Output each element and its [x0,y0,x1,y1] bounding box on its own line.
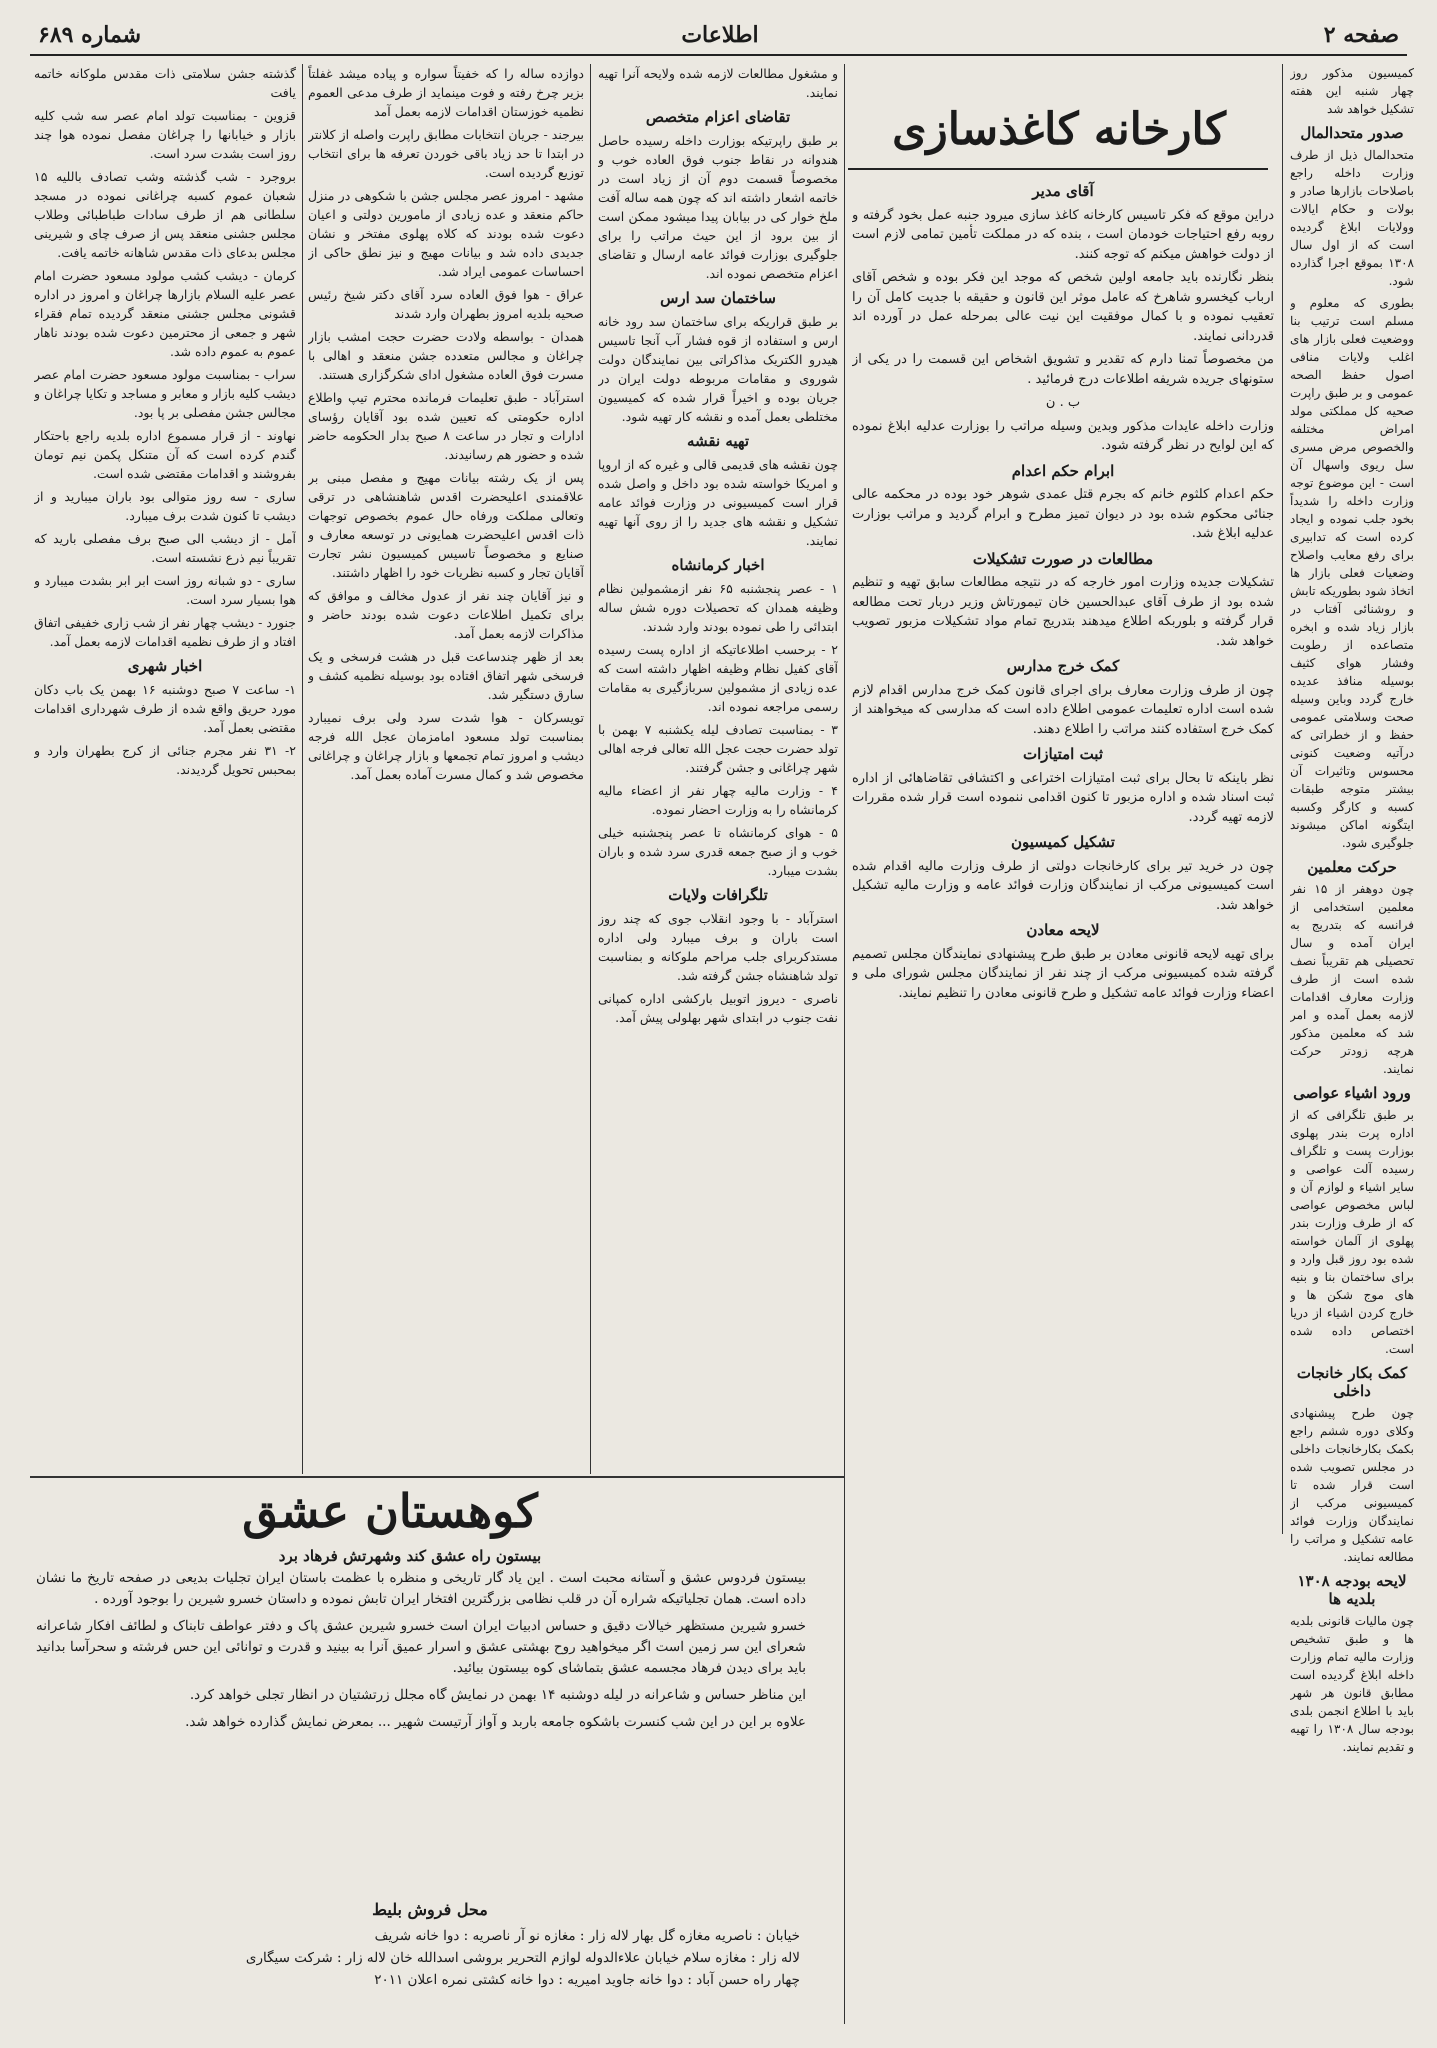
article-text: ۵ - هوای کرمانشاه تا عصر پنجشنبه خیلی خوب و از صبح جمعه قدری سرد شده و باران بشدت میبارد. [598,825,838,878]
column-left [34,64,296,1464]
ticket-line: چهار راه حسن آباد : دوا خانه جاوید امیریه : دوا خانه کشتی نمره اعلان ۲۰۱۱ [374,1972,800,1988]
ticket-sales-title: محل فروش بلیط [372,1900,488,1919]
headline: کمک بکار خانجات داخلی [1296,1364,1408,1400]
article-text: بر طبق قراریکه برای ساختمان سد رود خانه ارس و استفاده از قوه فشار آب آنجا تاسیس هیدرو الکتریک مذاکراتی بین نمایندگان دولت شوروی و مقامات مربوطه دولت ایران در جریان بوده و اخیراً قرار شده که کمیسیون مختلطی بعمل آمده و نقشه کار تهیه شود. [598,314,838,424]
article-text: آمل - از دیشب الی صبح برف مفصلی بارید که تقریباً نیم ذرع نشسته است. [34,531,296,565]
article-text: متحدالمال ذیل از طرف وزارت داخله راجع باصلاحات بازارها صادر و بولات و حکام ایالات وولایات ابلاغ گردیده است که از اول سال ۱۳۰۸ بموقع اجرا گذارده شود. [1290,148,1414,288]
article-text: پس از یک رشته بیانات مهیج و مفصل مبنی بر علاقمندی اعلیحضرت اقدس شاهنشاهی در ترقی وتعالی مملکت ورفاه حال عموم بخصوص توجهات ذات اقدس اعلیحضرت همایونی در توسعه معارف و صنایع و مخصوصاً تاسیس کمیسیون نشر تجارت آقایان تجار و کسبه نظریات خود را اظهار داشتند. [308,470,584,580]
headline: اخبار شهری [127,657,203,675]
article-text: کرمان - دیشب کشب مولود مسعود حضرت امام عصر علیه السلام بازارها چراغان و امروز در اداره قشونی مجلس جشنی منعقد گردیده تمام فقراء شهر و جمعی از محترمین دعوت شده بودند ناهار عموم به عموم داده شد. [34,268,296,359]
headline: صدور متحدالمال [1300,124,1404,142]
column-right [1290,64,1414,2014]
article-text: ۴ - وزارت مالیه چهار نفر از اعضاء مالیه کرمانشاه را به وزارت احضار نموده. [598,783,838,817]
article-text: برای تهیه لایحه قانونی معادن بر طبق طرح پیشنهادی نمایندگان مجلس تصمیم گرفته شده کمیسیونی مرکب از چند نفر از نمایندگان مجلس شورای ملی و اعضاء وزارت فوائد عامه تشکیل و طرح قانونی معادن را تنظیم نمایند. [852,946,1274,1001]
ticket-line: لاله زار : مغازه سلام خیابان علاءالدوله لوازم التحریر بروشی اسدالله خان لاله زار : شرکت سیگاری [245,1950,800,1966]
article-text: خسرو شیرین مستظهر خیالات دقیق و حساس ادبیات ایران است خسرو شیرین عشق پاک و دفتر عواطف تابناک و لطائف افکار شاعرانه شعرای این سر زمین است اگر میخواهید روح بهشتی عشق و اسرار عمیق آنرا به بینید و قدرت و توانائی این حس فرشته و سحرآسا بدانید باید برای دیدن فرهاد مجسمه عشق بتماشای کوه بیستون بیائید. [36,1618,806,1676]
article-text: چون طرح پیشنهادی وکلای دوره ششم راجع بکمک بکارخانجات داخلی در مجلس تصویب شده است قرار شده تا کمیسیونی مرکب از نمایندگان وزارت فوائد عامه تشکیل و مراتب را مطالعه نمایند. [1290,1406,1414,1564]
headline: مطالعات در صورت تشکیلات [972,549,1154,568]
header-rule [30,54,1407,56]
article-text: وزارت داخله عایدات مذکور وبدین وسیله مراتب را بوزارت عدلیه ابلاغ نموده که این لوایح در نظر گرفته شود. [852,418,1274,453]
headline: تلگرافات ولایات [668,886,768,904]
column-second [308,64,584,1464]
article-text: ۳ - بمناسبت تصادف لیله یکشنبه ۷ بهمن با تولد حضرت حجت عجل الله تعالی فرجه اهالی شهر چراغانی و جشن گرفتند. [598,722,838,775]
headline: اخبار کرمانشاه [671,556,765,574]
kuhestan-article [36,1568,806,1733]
column-rule [302,64,303,1474]
headline: ابرام حکم اعدام [1011,461,1115,480]
article-text: بر طبق تلگرافی که از اداره پرت بندر پهلوی بوزارت پست و تلگراف رسیده آلت عواصی و سایر اشیاء و لوازم آن و لباس مخصوص عواصی که از طرف وزارت بندر پهلوی از آلمان خواسته شده بود روز قبل وارد و برای ساختمان بنا و بنیه های موج شکن ها و خارج کردن اشیاء از دریا اختصاص داده شده است. [1290,1108,1414,1356]
page-number: صفحه ۲ [1323,22,1399,48]
article-text: عراق - هوا فوق العاده سرد آقای دکتر شیخ رئیس صحیه بلدیه امروز بطهران وارد شدند [308,287,584,321]
article-text: ساری - دو شبانه روز است ابر ابر بشدت میبارد و هوا بسیار سرد است. [34,573,296,607]
issue-number: شماره ۶۸۹ [38,22,142,48]
article-text: مشهد - امروز عصر مجلس جشن با شکوهی در منزل حاکم منعقد و عده زیادی از مامورین دولتی و اعیان دعوت شده بودند که کلاه پهلوی مفتخر و نشان جدیدی داده شد و بیانات مهیج و نیز نطق حاکی از احساسات عمومی ایراد شد. [308,188,584,279]
signature: ب . ن [1045,395,1081,410]
article-text: بروجرد - شب گذشته وشب تصادف باللیه ۱۵ شعبان عموم کسبه چراغانی نموده در مسجد سلطانی هم از طرف سادات طباطبائی وطلاب مجلس جشنی منعقد پس از صرف چای و شیرینی مجلس بدعای ذات مقدس شاهانه خاتمه یافت. [34,169,296,260]
article-text: نهاوند - از قرار مسموع اداره بلدیه راجع باحتکار گندم کرده است که آن متنکل پکمن نیم تومان بفروشند و اقدامات مقتضی شده است. [34,428,296,481]
banner-rule [848,168,1268,170]
article-text: ۲ - برحسب اطلاعاتیکه از اداره پست رسیده آقای کفیل نظام وظیفه اظهار داشته است که عده زیادی از مشمولین سربازگیری به مقامات رسمی مراجعه نموده اند. [598,642,838,714]
article-text: دوازده ساله را که خفیتاً سواره و پیاده میشد غفلتاً بزیر چرخ رفته و فوت مینماید از طرف مدعی العموم نظمیه خوزستان اقدامات لازمه بعمل آمد [308,66,584,119]
article-text: چون از طرف وزارت معارف برای اجرای قانون کمک خرج مدارس اقدام لازم شده است اداره تعلیمات عمومی اطلاع داده است که مدارسی که میخواهند از کمک خرج استفاده کنند مراتب را اطلاع دهند. [852,682,1274,737]
article-text: بر طبق راپرتیکه بوزارت داخله رسیده حاصل هندوانه در نقاط جنوب فوق العاده خوب و مخصوصاً قسمت دوم آن از زیاد است در خاتمه اشعار داشته اند که چون همه ساله آفت ملخ خوار کی در بیابان پیدا میشود ممکن است از بین برود از این حیث مراتب را برای جلوگیری بوزارت فوائد عامه ارسال و تقاضای اعزام متخصص نموده اند. [598,133,838,281]
factory-banner: کارخانه کاغذسازی [892,104,1226,155]
headline: ثبت امتیازات [1022,745,1103,763]
article-text: بیرجند - جریان انتخابات مطابق راپرت واصله از کلانتر در ابتدا تا حد زیاد باقی خوردن تعرفه ها برای انتخاب توزیع گردیده است. [308,127,584,180]
column-factory [852,176,1274,2016]
article-text: کمیسیون مذکور روز چهار شنبه این هفته تشکیل خواهد شد [1290,66,1414,116]
article-text: بطوری که معلوم و مسلم است ترتیب بنا ووضعیت فعلی بازار های اغلب ولایات منافی اصول حفظ الصحه عمومی و بر طبق راپرت صحیه کل مملکتی مولد امراض مختلفه والخصوص مرض مسری سل ریوی واسهال آن است - این موضوع توجه وزارت داخله را شدیداً بخود جلب نموده و ایجاد کرده است که تدابیری برای رفع معایب واصلاح وضعیات فعلی بازار ها اتخاذ شود بطوریکه تابش و روشنائی آفتاب در بازار زیاد شده و ابخره متصاعده از رطوبت وفشار هوای کثیف بوسیله منافذ عدیده خارج گردد وباین وسیله صحت وسلامتی عمومی حفظ و از خطراتی که درآتیه وضعیت کنونی محسوس وتاثیرات آن بیشتر متوجه طبقات کسبه و کارگر وکسبه ایتگونه اماکن میشوند جلوگیری شود. [1290,296,1414,850]
article-text: چون در خرید تیر برای کارخانجات دولتی از طرف وزارت مالیه اقدام شده است کمیسیونی مرکب از نمایندگان وزارت فوائد عامه و وزارت مالیه تشکیل خواهد شد. [852,858,1274,913]
article-text: دراین موقع که فکر تاسیس کارخانه کاغذ سازی میرود جنبه عمل بخود گرفته و روبه رفع احتیاجات خودمان است ، بنده که در مملکت تأمین تمامی لازم است از دولت خواهش میکنم که توجه کنند. [852,207,1274,262]
headline: حرکت معلمین [1307,858,1397,876]
article-text: چون مالیات قانونی بلدیه ها و طبق تشخیص وزارت مالیه تمام وزارت داخله ابلاغ گردیده است مطابق قانون هر شهر باید با اطلاع انجمن بلدی بودجه سال ۱۳۰۸ را تهیه و تقدیم نمایند. [1290,1614,1414,1754]
article-text: استرآباد - طبق تعلیمات فرمانده محترم تیپ واطلاع اداره حکومتی که تعیین شده بود آقایان رؤسای ادارات و تجار در ساعت ۸ صبح بدار الحکومه حاضر شده و حضور هم رسانیدند. [308,390,584,462]
headline: لایحه معادن [1026,921,1100,939]
article-text: جنورد - دیشب چهار نفر از شب زاری خفیفی اتفاق افتاد و از طرف نظمیه اقدامات لازمه بعمل آمد. [34,615,296,649]
article-text: من مخصوصاً تمنا دارم که تقدیر و تشویق اشخاص این قسمت را در یکی از ستونهای جریده شریفه اطلاعات درج فرمائید . [852,352,1274,387]
headline: تهیه نقشه [686,432,750,450]
kuhestan-subtitle: بیستون راه عشق کند وشهرتش فرهاد برد [278,1547,542,1565]
ticket-line: خیابان : ناصریه مغازه گل بهار لاله زار : مغازه نو آر ناصریه : دوا خانه شریف [374,1928,800,1944]
article-text: همدان - بواسطه ولادت حضرت حجت امشب بازار چراغان و مجالس متعدده جشن منعقد و اهالی با مسرت فوق العاده مشغول ادای شکرگزاری هستند. [308,329,584,382]
column-rule [844,64,845,2024]
article-text: بنظر نگارنده باید جامعه اولین شخص که موجد این فکر بوده و شخص آقای ارباب کیخسرو شاهرخ که عامل موثر این قانون و حقیقه با جدیت کامل آن را تعقیب نموده و با کمال موفقیت این نیت عالی بمرحله عمل در آورده اند قدردانی نمایند. [852,270,1274,344]
article-text: بعد از ظهر چندساعت قبل در هشت فرسخی و یک فرسخی شهر اتفاق افتاده بود بوسیله نظمیه کشف و سارق دستگیر شد. [308,649,584,702]
kuhestan-title: کوهستان عشق [242,1484,538,1538]
headline: ساختمان سد ارس [660,289,776,307]
article-text: چون نقشه های قدیمی قالی و غیره که از اروپا و امریکا خواسته شده بود داخل و واصل شده قرار است کمیسیونی در وزارت فوائد عامه تشکیل و نقشه های جدید را از روی آنها تهیه نمایند. [598,457,838,548]
article-text: ۲- ۳۱ نفر مجرم جنائی از کرج بطهران وارد و بمحبس تحویل گردیدند. [34,743,296,777]
article-text: و مشغول مطالعات لازمه شده ولایحه آنرا تهیه نمایند. [598,66,838,100]
headline: لایحه بودجه ۱۳۰۸ بلدیه ها [1297,1572,1407,1608]
article-text: ۱- ساعت ۷ صبح دوشنبه ۱۶ بهمن یک باب دکان مورد حریق واقع شده از طرف شهرداری اقدامات مقتضی بعمل آمد. [34,682,296,735]
paper-name: اطلاعات [681,22,759,48]
article-text: سراب - بمناسبت مولود مسعود حضرت امام عصر دیشب کلیه بازار و معابر و مساجد و تکایا چراغان و مجالس جشن مفصلی بر پا بود. [34,367,296,420]
ticket-sales-list [40,1925,800,1991]
article-text: ۱ - عصر پنجشنبه ۶۵ نفر ازمشمولین نظام وظیفه همدان که تحصیلات دوره شش ساله ابتدائی را طی نموده بودند وارد شدند. [598,581,838,634]
article-text: استرآباد - با وجود انقلاب جوی که چند روز است باران و برف میبارد ولی اداره مستدکربرای جلب مراحم ملوکانه و بمناسبت تولد شاهنشاه جشن گرفته شد. [598,911,838,983]
headline: تشکیل کمیسیون [1011,833,1115,851]
article-text: این مناظر حساس و شاعرانه در لیله دوشنبه ۱۴ بهمن در نمایش گاه مجلل زرتشتیان در انظار تجلی خواهد کرد. [189,1687,806,1703]
headline: کمک خرج مدارس [1006,657,1120,675]
article-text: و نیز آقایان چند نفر از عدول مخالف و موافق که برای تکمیل اطلاعات دعوت شده بودند حاضر و مذاکرات لازمه بعمل آمد. [308,588,584,641]
article-text: علاوه بر این در این شب کنسرت باشکوه جامعه باربد و آواز آرتیست شهیر ... بمعرض نمایش گذارده خواهد شد. [185,1714,806,1730]
article-text: قزوین - بمناسبت تولد امام عصر سه شب کلیه بازار و خیابانها را چراغان مفصل نموده هوا چند روز است بشدت سرد است. [34,108,296,161]
article-text: حکم اعدام کلثوم خانم که بجرم قتل عمدی شوهر خود بوده در محکمه عالی جنائی محکوم شده بود در دیوان تمیز مطرح و ابرام گردید و مراتب بوزارت عدلیه ابلاغ شد. [852,487,1274,541]
article-text: ناصری - دیروز اتوبیل بارکشی اداره کمپانی نفت جنوب در ابتدای شهر بهلولی پیش آمد. [598,991,838,1025]
column-rule [1282,64,1283,1534]
headline: تقاضای اعزام متخصص [645,108,791,126]
subheadline: آقای مدیر [1032,182,1094,200]
article-text: تویسرکان - هوا شدت سرد ولی برف نمیبارد بمناسبت تولد مسعود امامزمان عجل الله فرجه دیشب و امروز تمام تجمعها و بازار چراغان و چراغانی مخصوص شد و کمال مسرت آماده بعمل آمد. [308,710,584,782]
article-text: بیستون فردوس عشق و آستانه محبت است . این یاد گار تاریخی و منظره با عظمت باستان ایران تجلیات بدیعی در صفحه تاریخ ما نشان داده است. همان تجلیاتیکه شراره آن در قلب نظامی بزرگترین افتخار ایران تابش نموده و داستان خسرو شیرین را بوجود آورده . [36,1570,806,1607]
article-text: گذشته جشن سلامتی ذات مقدس ملوکانه خاتمه یافت [34,66,296,100]
article-text: نظر باینکه تا بحال برای ثبت امتیازات اختراعی و اکتشافی تقاضاهائی از اداره ثبت اسناد شده و اداره مزبور تا کنون اقدامی ننموده است قرار شده مقررات لازمه تهیه گردد. [852,770,1274,825]
column-rule [590,64,591,1474]
article-text: ساری - سه روز متوالی بود باران میبارید و از دیشب تا کنون شدت برف میبارد. [34,489,296,523]
article-text: چون دوهفر از ۱۵ نفر معلمین استخدامی از فرانسه که بتدریج به ایران آمده و سال تحصیلی هم تقریباً نصف شده است از طرف وزارت معارف اقدامات لازمه بعمل آمده و امر شد که معلمین مذکور هرچه زودتر حرکت نمایند. [1290,882,1414,1076]
article-text: تشکیلات جدیده وزارت امور خارجه که در نتیجه مطالعات سابق تهیه و تنظیم شده بود از طرف آقای عبدالحسین خان تیمورتاش وزیر دربار تحت مطالعه قرار گرفته و بلوربکه اطلاع میدهند بتدریج تمام مواد تشکیلات مزبور تصویب خواهد شد. [852,575,1274,649]
headline: ورود اشیاء عواصی [1293,1084,1411,1102]
